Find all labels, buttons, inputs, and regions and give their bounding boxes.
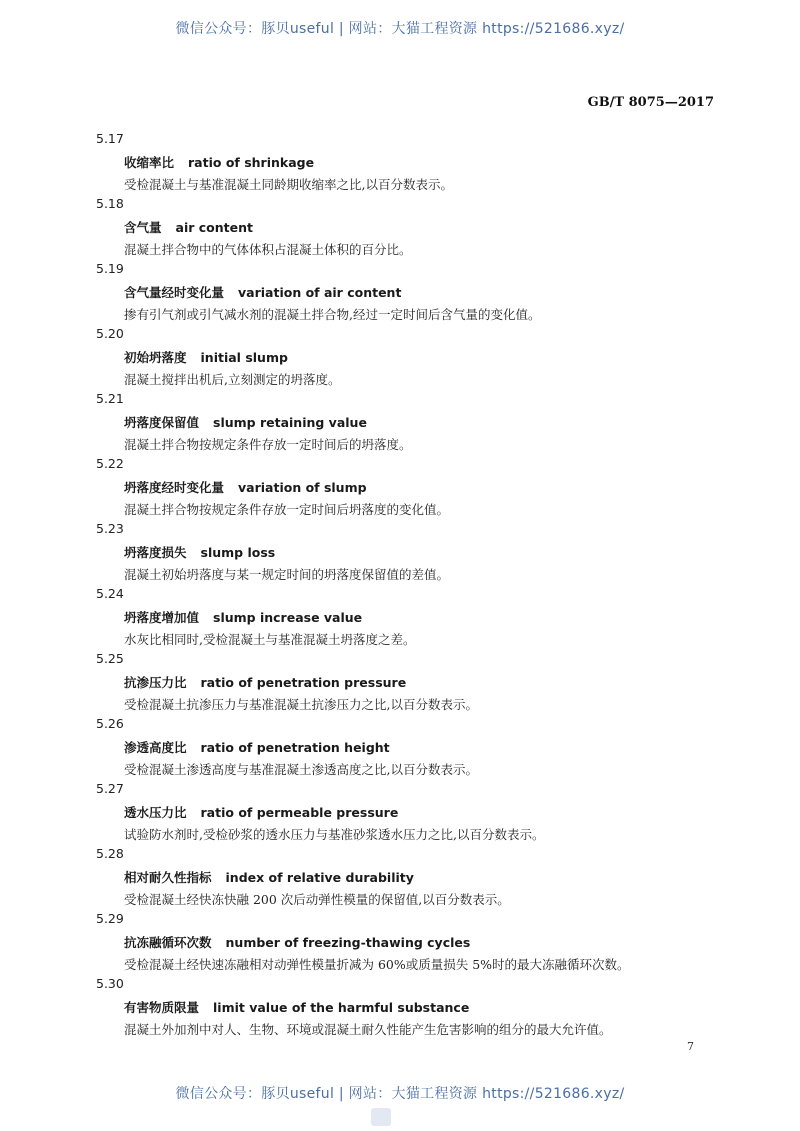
term-english: limit value of the harmful substance <box>213 1000 470 1015</box>
term-english: number of freezing-thawing cycles <box>225 935 471 950</box>
term-entry <box>96 716 716 781</box>
term-entry <box>96 456 716 521</box>
term-heading <box>124 673 406 691</box>
term-english: air content <box>175 220 253 235</box>
term-english: index of relative durability <box>225 870 414 885</box>
term-heading <box>124 153 314 171</box>
watermark-top: 微信公众号：豚贝useful | 网站：大猫工程资源 https://521686.xyz/ <box>175 21 625 37</box>
term-entry <box>96 196 716 261</box>
term-heading <box>124 348 288 366</box>
term-number: 5.23 <box>96 521 124 536</box>
term-english: initial slump <box>200 350 288 365</box>
term-chinese: 有害物质限量 <box>124 1000 200 1015</box>
term-heading <box>124 998 469 1016</box>
term-chinese: 含气量 <box>124 220 162 235</box>
terms-list <box>96 131 716 1041</box>
term-chinese: 抗渗压力比 <box>124 675 187 690</box>
standard-number: GB/T 8075—2017 <box>587 95 714 110</box>
term-number: 5.26 <box>96 716 124 731</box>
term-definition: 试验防水剂时,受检砂浆的透水压力与基准砂浆透水压力之比,以百分数表示。 <box>124 827 545 842</box>
term-number: 5.20 <box>96 326 124 341</box>
term-number: 5.21 <box>96 391 124 406</box>
term-chinese: 含气量经时变化量 <box>124 285 225 300</box>
term-number: 5.30 <box>96 976 124 991</box>
term-definition: 混凝土拌合物按规定条件存放一定时间后的坍落度。 <box>124 437 412 452</box>
term-chinese: 坍落度经时变化量 <box>124 480 225 495</box>
term-english: variation of slump <box>238 480 367 495</box>
term-chinese: 抗冻融循环次数 <box>124 935 212 950</box>
term-entry <box>96 651 716 716</box>
term-definition: 受检混凝土抗渗压力与基准混凝土抗渗压力之比,以百分数表示。 <box>124 697 478 712</box>
term-heading <box>124 608 362 626</box>
term-heading <box>124 218 253 236</box>
term-number: 5.29 <box>96 911 124 926</box>
term-chinese: 透水压力比 <box>124 805 187 820</box>
term-number: 5.22 <box>96 456 124 471</box>
term-definition: 受检混凝土经快速冻融相对动弹性模量折减为 60%或质量损失 5%时的最大冻融循环次数。 <box>124 957 630 972</box>
term-definition: 受检混凝土经快冻快融 200 次后动弹性模量的保留值,以百分数表示。 <box>124 892 510 907</box>
term-chinese: 初始坍落度 <box>124 350 187 365</box>
term-definition: 混凝土外加剂中对人、生物、环境或混凝土耐久性能产生危害影响的组分的最大允许值。 <box>124 1022 612 1037</box>
term-definition: 受检混凝土渗透高度与基准混凝土渗透高度之比,以百分数表示。 <box>124 762 478 777</box>
term-heading <box>124 413 367 431</box>
term-chinese: 坍落度损失 <box>124 545 187 560</box>
term-chinese: 相对耐久性指标 <box>124 870 212 885</box>
term-number: 5.17 <box>96 131 124 146</box>
term-definition: 水灰比相同时,受检混凝土与基准混凝土坍落度之差。 <box>124 632 416 647</box>
watermark-bottom: 微信公众号：豚贝useful | 网站：大猫工程资源 https://521686.xyz/ <box>175 1086 625 1102</box>
term-number: 5.18 <box>96 196 124 211</box>
term-english: ratio of permeable pressure <box>200 805 399 820</box>
term-heading <box>124 478 367 496</box>
term-entry <box>96 261 716 326</box>
term-definition: 受检混凝土与基准混凝土同龄期收缩率之比,以百分数表示。 <box>124 177 453 192</box>
term-entry <box>96 586 716 651</box>
term-english: ratio of shrinkage <box>188 155 315 170</box>
term-english: slump loss <box>200 545 276 560</box>
term-entry <box>96 521 716 586</box>
term-entry <box>96 781 716 846</box>
page-number: 7 <box>687 1040 694 1053</box>
term-heading <box>124 933 470 951</box>
term-entry <box>96 976 716 1041</box>
term-english: slump retaining value <box>213 415 367 430</box>
term-number: 5.28 <box>96 846 124 861</box>
term-chinese: 渗透高度比 <box>124 740 187 755</box>
logo-icon <box>371 1108 391 1126</box>
term-definition: 混凝土拌合物按规定条件存放一定时间后坍落度的变化值。 <box>124 502 450 517</box>
term-chinese: 收缩率比 <box>124 155 175 170</box>
term-heading <box>124 738 390 756</box>
term-definition: 混凝土初始坍落度与某一规定时间的坍落度保留值的差值。 <box>124 567 450 582</box>
term-definition: 混凝土拌合物中的气体体积占混凝土体积的百分比。 <box>124 242 412 257</box>
term-number: 5.24 <box>96 586 124 601</box>
term-heading <box>124 283 401 301</box>
term-entry <box>96 911 716 976</box>
term-english: variation of air content <box>238 285 402 300</box>
term-number: 5.27 <box>96 781 124 796</box>
term-number: 5.25 <box>96 651 124 666</box>
term-definition: 掺有引气剂或引气减水剂的混凝土拌合物,经过一定时间后含气量的变化值。 <box>124 307 541 322</box>
term-entry <box>96 326 716 391</box>
term-english: ratio of penetration pressure <box>200 675 407 690</box>
term-entry <box>96 846 716 911</box>
term-number: 5.19 <box>96 261 124 276</box>
term-heading <box>124 803 398 821</box>
term-entry <box>96 391 716 456</box>
term-chinese: 坍落度保留值 <box>124 415 200 430</box>
term-english: slump increase value <box>213 610 363 625</box>
term-definition: 混凝土搅拌出机后,立刻测定的坍落度。 <box>124 372 341 387</box>
term-entry <box>96 131 716 196</box>
term-chinese: 坍落度增加值 <box>124 610 200 625</box>
term-heading <box>124 868 414 886</box>
term-english: ratio of penetration height <box>200 740 390 755</box>
term-heading <box>124 543 275 561</box>
